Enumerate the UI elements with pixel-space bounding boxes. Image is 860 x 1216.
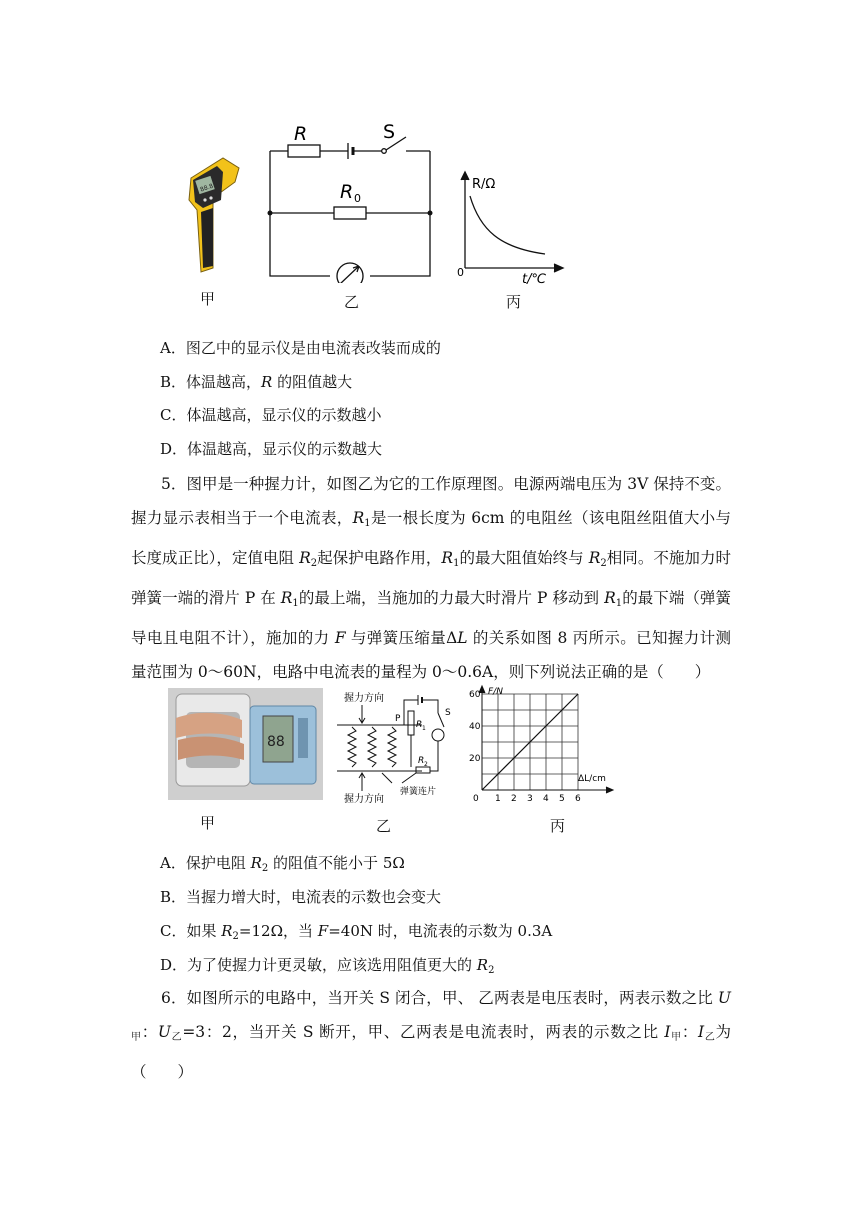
- rt-graph-y-label: R/Ω: [472, 177, 496, 192]
- grip-circuit-diagram: [332, 685, 462, 805]
- q4-option-b: B．体温越高，R 的阻值越大: [160, 373, 353, 391]
- force-compression-chart: [466, 682, 616, 806]
- resistor-r0: [334, 207, 366, 219]
- grip-label-r2-sub: 2: [424, 761, 428, 768]
- q5-option-b: B．当握力增大时，电流表的示数也会变大: [160, 888, 442, 906]
- q4-option-c: C．体温越高，显示仪的示数越小: [160, 406, 382, 424]
- fig1-caption-yi: 乙: [344, 293, 360, 311]
- grip-label-bottom: 握力方向: [344, 794, 384, 805]
- question-6-stem: 6．如图所示的电路中，当开关 S 闭合，甲、 乙两表是电压表时，两表示数之比 $U_甲$：$U_乙=3$：2，当开关 S 断开，甲、乙两表是电流表时，两表的示数之比 $I_甲$：$I_乙$为（ ）: [131, 989, 732, 1081]
- fig2-caption-jia: 甲: [200, 814, 216, 832]
- thermometer-image: [183, 150, 243, 275]
- fig1-rt-graph: [450, 168, 570, 288]
- grip-resistor-r2: [416, 767, 430, 773]
- q5-option-c: C．如果 $R_2=12\Omega$，当 F=40N 时，电流表的示数为 0.3A: [160, 922, 553, 942]
- label-r0: R: [340, 181, 354, 203]
- q4-option-a: A．图乙中的显示仪是由电流表改装而成的: [160, 339, 441, 357]
- x-tick-label: 5: [559, 794, 565, 804]
- rt-graph-x-label: t/℃: [522, 272, 547, 287]
- grip-label-p: P: [395, 714, 401, 724]
- x-tick-label: 4: [543, 794, 549, 804]
- fig1-circuit-diagram: [260, 118, 440, 283]
- question-5-stem: 5．图甲是一种握力计，如图乙为它的工作原理图。电源两端电压为 3V 保持不变。握力显示表相当于一个电流表，$R_1$是一根长度为 6cm 的电阻丝（该电阻丝阻值大小与长度成正比），定值电阻 $R_2$起保护电路作用，$R_1$的最大阻值始终与 $R_2$相同。不施加力时弹簧一端的滑片 P 在 $R_1$的最上端，当施加的力最大时滑片 P 移动到 $R_1$的最下端（弹簧导电且电阻不计），施加的力 F 与弹簧压缩量ΔL 的关系如图 8 丙所示。已知握力计测量范围为 0～60N，电路中电流表的量程为 0～0.6A，则下列说法正确的是（ ）: [131, 475, 731, 681]
- fig1-caption-bing: 丙: [506, 293, 522, 311]
- fig2-caption-yi: 乙: [376, 817, 392, 835]
- y-tick-label: 60: [469, 690, 481, 700]
- rt-curve: [470, 196, 545, 254]
- label-s: S: [383, 121, 396, 143]
- grip-label-top: 握力方向: [344, 693, 384, 704]
- label-r: R: [294, 123, 308, 145]
- x-tick-label: 3: [527, 794, 533, 804]
- grip-label-r2: R: [418, 756, 425, 766]
- q5-option-d: D．为了使握力计更灵敏，应该选用阻值更大的 $R_2$: [160, 956, 495, 976]
- x-tick-label: 6: [575, 794, 581, 804]
- rt-graph-origin: 0: [457, 266, 464, 279]
- grip-label-r1-sub: 1: [422, 725, 426, 732]
- label-r0-sub: 0: [354, 192, 361, 205]
- fig1-caption-jia: 甲: [200, 290, 216, 308]
- x-tick-label: 2: [511, 794, 517, 804]
- resistor-r: [288, 145, 320, 157]
- y-tick-label: 40: [469, 722, 481, 732]
- fig2-caption-bing: 丙: [550, 817, 566, 835]
- q5-option-a: A．保护电阻 $R_2$ 的阻值不能小于 5Ω: [160, 854, 405, 874]
- grip-label-r1: R: [416, 720, 423, 730]
- chart-x-label: ΔL/cm: [578, 774, 606, 784]
- y-tick-label: 20: [469, 754, 481, 764]
- x-tick-label: 1: [495, 794, 501, 804]
- q4-option-d: D．体温越高，显示仪的示数越大: [160, 440, 383, 458]
- display-meter: [337, 263, 363, 283]
- x-tick-label: 0: [473, 794, 479, 804]
- grip-resistor-r1: [408, 711, 414, 735]
- grip-device-screen: 88: [267, 734, 285, 750]
- grip-dynamometer-image: [168, 688, 323, 800]
- chart-y-label: F/N: [488, 687, 503, 697]
- grip-label-spring: 弹簧连片: [400, 787, 437, 797]
- grip-label-s: S: [445, 708, 451, 718]
- thermometer-screen-text: 88.8: [199, 182, 215, 194]
